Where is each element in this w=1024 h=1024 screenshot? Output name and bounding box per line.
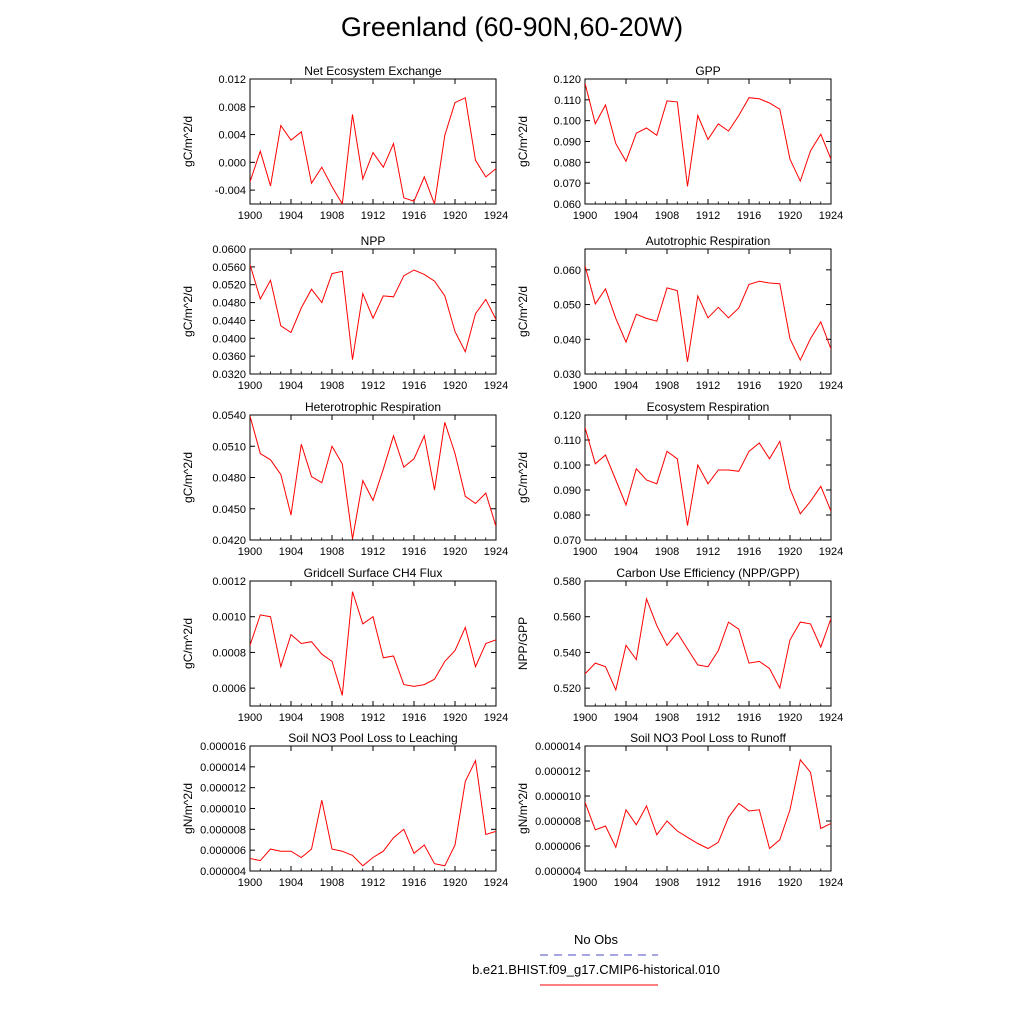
x-tick-label: 1916 xyxy=(736,546,762,558)
x-tick-label: 1916 xyxy=(736,380,762,392)
x-tick-label: 1908 xyxy=(654,380,680,392)
y-tick-label: 0.000016 xyxy=(200,741,246,753)
x-tick-label: 1912 xyxy=(360,712,386,724)
x-tick-label: 1916 xyxy=(736,712,762,724)
series-line xyxy=(250,761,496,866)
legend-obs-label: No Obs xyxy=(573,932,619,947)
panel-title: Soil NO3 Pool Loss to Runoff xyxy=(630,731,786,745)
panel-title: Gridcell Surface CH4 Flux xyxy=(303,566,443,580)
y-tick-label: 0.000012 xyxy=(535,766,581,778)
panel-title: Autotrophic Respiration xyxy=(645,234,771,248)
x-tick-label: 1900 xyxy=(237,877,263,889)
plot-frame xyxy=(250,746,496,871)
x-tick-label: 1912 xyxy=(360,210,386,222)
legend-model-swatch xyxy=(540,982,660,988)
series-line xyxy=(250,592,496,696)
x-tick-label: 1920 xyxy=(777,877,803,889)
y-tick-label: 0.0540 xyxy=(212,410,246,422)
x-tick-label: 1920 xyxy=(442,546,468,558)
y-tick-label: 0.0012 xyxy=(212,576,246,588)
y-tick-label: 0.0320 xyxy=(212,369,246,381)
chart-panel-5 xyxy=(181,400,508,558)
y-tick-label: 0.120 xyxy=(553,74,581,86)
x-tick-label: 1924 xyxy=(483,877,509,889)
y-axis-label: gC/m^2/d xyxy=(181,116,195,167)
plot-frame xyxy=(585,581,831,706)
x-tick-label: 1916 xyxy=(401,712,427,724)
y-tick-label: 0.030 xyxy=(553,369,581,381)
y-tick-label: 0.012 xyxy=(218,74,246,86)
panel-title: Net Ecosystem Exchange xyxy=(304,64,442,78)
x-tick-label: 1908 xyxy=(654,877,680,889)
y-tick-label: 0.000 xyxy=(218,157,246,170)
x-tick-label: 1908 xyxy=(319,712,345,724)
y-tick-label: 0.0480 xyxy=(212,297,246,310)
y-tick-label: 0.0010 xyxy=(212,611,246,624)
y-tick-label: 0.0510 xyxy=(212,441,246,454)
y-tick-label: 0.060 xyxy=(553,264,581,277)
x-tick-label: 1916 xyxy=(401,210,427,222)
x-tick-label: 1908 xyxy=(654,210,680,222)
y-axis-label: gC/m^2/d xyxy=(181,286,195,337)
x-tick-label: 1908 xyxy=(319,877,345,889)
y-tick-label: 0.0008 xyxy=(212,647,246,660)
y-tick-label: 0.0520 xyxy=(212,279,246,292)
x-tick-label: 1916 xyxy=(401,877,427,889)
x-tick-label: 1900 xyxy=(572,380,598,392)
y-tick-label: 0.040 xyxy=(553,334,581,347)
y-tick-label: 0.120 xyxy=(553,410,581,422)
x-tick-label: 1924 xyxy=(483,712,509,724)
y-tick-label: 0.000010 xyxy=(535,791,581,803)
x-tick-label: 1904 xyxy=(278,712,304,724)
x-tick-label: 1920 xyxy=(777,380,803,392)
y-tick-label: 0.060 xyxy=(553,199,581,211)
x-tick-label: 1900 xyxy=(237,380,263,392)
x-tick-label: 1924 xyxy=(818,210,844,222)
y-tick-label: 0.560 xyxy=(553,611,581,624)
series-line xyxy=(250,416,496,539)
x-tick-label: 1908 xyxy=(319,210,345,222)
y-tick-label: 0.090 xyxy=(553,485,581,497)
panel-title: Carbon Use Efficiency (NPP/GPP) xyxy=(616,566,800,580)
x-tick-label: 1900 xyxy=(237,712,263,724)
y-tick-label: 0.100 xyxy=(553,460,581,472)
x-tick-label: 1912 xyxy=(360,380,386,392)
y-axis-label: gN/m^2/d xyxy=(516,783,530,834)
chart-panel-10 xyxy=(516,731,843,889)
y-tick-label: 0.0006 xyxy=(212,683,246,696)
y-tick-label: 0.000004 xyxy=(200,866,246,878)
y-tick-label: 0.0440 xyxy=(212,315,246,328)
x-tick-label: 1924 xyxy=(818,877,844,889)
x-tick-label: 1920 xyxy=(777,210,803,222)
y-tick-label: 0.0360 xyxy=(212,351,246,364)
x-tick-label: 1908 xyxy=(319,380,345,392)
y-axis-label: gC/m^2/d xyxy=(181,618,195,669)
x-tick-label: 1908 xyxy=(654,712,680,724)
x-tick-label: 1900 xyxy=(572,546,598,558)
x-tick-label: 1924 xyxy=(818,712,844,724)
x-tick-label: 1904 xyxy=(613,712,639,724)
series-line xyxy=(585,266,831,362)
y-axis-label: gC/m^2/d xyxy=(181,452,195,503)
x-tick-label: 1924 xyxy=(818,546,844,558)
x-tick-label: 1920 xyxy=(442,210,468,222)
y-tick-label: 0.090 xyxy=(553,136,581,149)
plot-frame xyxy=(250,79,496,204)
plot-frame xyxy=(250,581,496,706)
x-tick-label: 1904 xyxy=(613,380,639,392)
panel-title: Heterotrophic Respiration xyxy=(304,400,442,414)
y-tick-label: 0.0450 xyxy=(212,503,246,516)
chart-panel-3 xyxy=(181,234,508,392)
plot-frame xyxy=(585,249,831,374)
x-tick-label: 1920 xyxy=(442,877,468,889)
y-tick-label: 0.0400 xyxy=(212,333,246,346)
y-tick-label: 0.070 xyxy=(553,178,581,191)
x-tick-label: 1920 xyxy=(442,380,468,392)
y-tick-label: 0.100 xyxy=(553,115,581,128)
y-tick-label: 0.080 xyxy=(553,157,581,170)
chart-panel-8 xyxy=(516,566,843,724)
panel-title: GPP xyxy=(695,64,721,78)
chart-panel-2 xyxy=(516,64,843,222)
y-tick-label: 0.000004 xyxy=(535,866,581,878)
y-tick-label: 0.580 xyxy=(553,576,581,588)
plot-frame xyxy=(585,746,831,871)
x-tick-label: 1900 xyxy=(237,546,263,558)
plot-frame xyxy=(585,79,831,204)
x-tick-label: 1924 xyxy=(818,380,844,392)
figure-title: Greenland (60-90N,60-20W) xyxy=(340,12,684,42)
x-tick-label: 1920 xyxy=(777,712,803,724)
x-tick-label: 1904 xyxy=(613,877,639,889)
chart-panel-1 xyxy=(181,64,508,222)
x-tick-label: 1904 xyxy=(613,210,639,222)
chart-panel-6 xyxy=(516,400,843,558)
y-tick-label: 0.080 xyxy=(553,510,581,522)
x-tick-label: 1912 xyxy=(695,877,721,889)
y-tick-label: 0.000006 xyxy=(200,845,246,858)
x-tick-label: 1920 xyxy=(442,712,468,724)
plot-frame xyxy=(250,415,496,540)
chart-panel-4 xyxy=(516,234,843,392)
y-axis-label: gC/m^2/d xyxy=(516,286,530,337)
y-axis-label: NPP/GPP xyxy=(516,616,530,671)
x-tick-label: 1912 xyxy=(695,546,721,558)
y-tick-label: 0.000008 xyxy=(200,824,246,837)
x-tick-label: 1924 xyxy=(483,546,509,558)
x-tick-label: 1900 xyxy=(572,210,598,222)
x-tick-label: 1904 xyxy=(613,546,639,558)
y-tick-label: 0.000014 xyxy=(535,741,581,753)
y-tick-label: 0.110 xyxy=(554,435,581,447)
y-tick-label: 0.520 xyxy=(553,683,581,696)
x-tick-label: 1904 xyxy=(278,380,304,392)
x-tick-label: 1924 xyxy=(483,210,509,222)
y-tick-label: 0.0480 xyxy=(212,472,246,485)
x-tick-label: 1908 xyxy=(319,546,345,558)
x-tick-label: 1916 xyxy=(401,380,427,392)
y-tick-label: 0.0600 xyxy=(212,244,246,256)
x-tick-label: 1924 xyxy=(483,380,509,392)
legend-obs-swatch xyxy=(540,952,660,958)
x-tick-label: 1920 xyxy=(777,546,803,558)
y-axis-label: gC/m^2/d xyxy=(516,452,530,503)
y-tick-label: 0.0420 xyxy=(212,535,246,547)
series-line xyxy=(250,98,496,204)
panel-title: Soil NO3 Pool Loss to Leaching xyxy=(288,731,458,745)
x-tick-label: 1908 xyxy=(654,546,680,558)
x-tick-label: 1904 xyxy=(278,877,304,889)
y-axis-label: gC/m^2/d xyxy=(516,116,530,167)
y-tick-label: -0.004 xyxy=(214,185,246,198)
y-tick-label: 0.0560 xyxy=(212,261,246,274)
plot-frame xyxy=(585,415,831,540)
y-tick-label: 0.008 xyxy=(218,101,246,114)
legend-model-label: b.e21.BHIST.f09_g17.CMIP6-historical.010 xyxy=(472,962,720,977)
y-tick-label: 0.000006 xyxy=(535,841,581,853)
x-tick-label: 1912 xyxy=(360,546,386,558)
y-tick-label: 0.004 xyxy=(218,129,246,142)
x-tick-label: 1916 xyxy=(736,877,762,889)
x-tick-label: 1912 xyxy=(695,380,721,392)
x-tick-label: 1900 xyxy=(237,210,263,222)
x-tick-label: 1904 xyxy=(278,210,304,222)
x-tick-label: 1900 xyxy=(572,877,598,889)
x-tick-label: 1912 xyxy=(695,210,721,222)
panel-title: NPP xyxy=(360,234,386,248)
series-line xyxy=(585,428,831,526)
y-tick-label: 0.070 xyxy=(553,535,581,547)
y-tick-label: 0.050 xyxy=(553,299,581,312)
x-tick-label: 1900 xyxy=(572,712,598,724)
x-tick-label: 1904 xyxy=(278,546,304,558)
series-line xyxy=(585,83,831,186)
y-tick-label: 0.000010 xyxy=(200,803,246,816)
series-line xyxy=(585,760,831,849)
x-tick-label: 1912 xyxy=(695,712,721,724)
y-axis-label: gN/m^2/d xyxy=(181,783,195,834)
x-tick-label: 1916 xyxy=(401,546,427,558)
chart-panel-9 xyxy=(181,731,508,889)
y-tick-label: 0.000014 xyxy=(200,761,246,774)
x-tick-label: 1912 xyxy=(360,877,386,889)
y-tick-label: 0.000008 xyxy=(535,816,581,828)
x-tick-label: 1916 xyxy=(736,210,762,222)
y-tick-label: 0.110 xyxy=(554,94,581,107)
y-tick-label: 0.000012 xyxy=(200,782,246,795)
series-line xyxy=(250,265,496,360)
y-tick-label: 0.540 xyxy=(553,647,581,660)
panel-title: Ecosystem Respiration xyxy=(646,400,770,414)
plot-frame xyxy=(250,249,496,374)
chart-panel-7 xyxy=(181,566,508,724)
series-line xyxy=(585,599,831,690)
